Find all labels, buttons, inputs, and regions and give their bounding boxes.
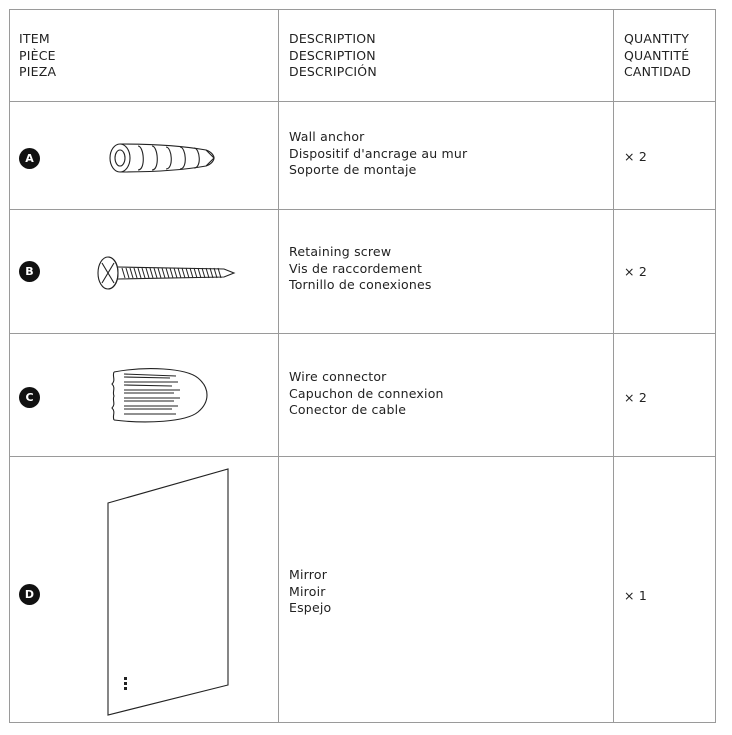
column-divider bbox=[278, 10, 279, 722]
retaining-screw-icon bbox=[96, 255, 236, 291]
description-b: Retaining screw Vis de raccordement Tornillo de conexiones bbox=[289, 244, 432, 292]
parts-table bbox=[9, 9, 716, 723]
mirror-icon bbox=[106, 465, 236, 715]
quantity-b: × 2 bbox=[624, 264, 647, 279]
row-divider bbox=[10, 101, 715, 102]
quantity-a: × 2 bbox=[624, 149, 647, 164]
description-c: Wire connector Capuchon de connexion Conector de cable bbox=[289, 369, 444, 417]
item-badge-d: D bbox=[19, 584, 40, 605]
description-a: Wall anchor Dispositif d'ancrage au mur Soporte de montaje bbox=[289, 129, 468, 177]
item-badge-b: B bbox=[19, 261, 40, 282]
item-badge-a: A bbox=[19, 148, 40, 169]
row-divider bbox=[10, 209, 715, 210]
item-badge-c: C bbox=[19, 387, 40, 408]
header-quantity: QUANTITY QUANTITÉ CANTIDAD bbox=[624, 31, 692, 79]
header-item: ITEM PIÈCE PIEZA bbox=[19, 31, 57, 79]
quantity-d: × 1 bbox=[624, 588, 647, 603]
header-description: DESCRIPTION DESCRIPTION DESCRIPCIÓN bbox=[289, 31, 377, 79]
row-divider bbox=[10, 456, 715, 457]
quantity-c: × 2 bbox=[624, 390, 647, 405]
wire-connector-icon bbox=[106, 362, 216, 428]
wall-anchor-icon bbox=[108, 136, 218, 180]
row-divider bbox=[10, 333, 715, 334]
column-divider bbox=[613, 10, 614, 722]
description-d: Mirror Miroir Espejo bbox=[289, 567, 332, 615]
